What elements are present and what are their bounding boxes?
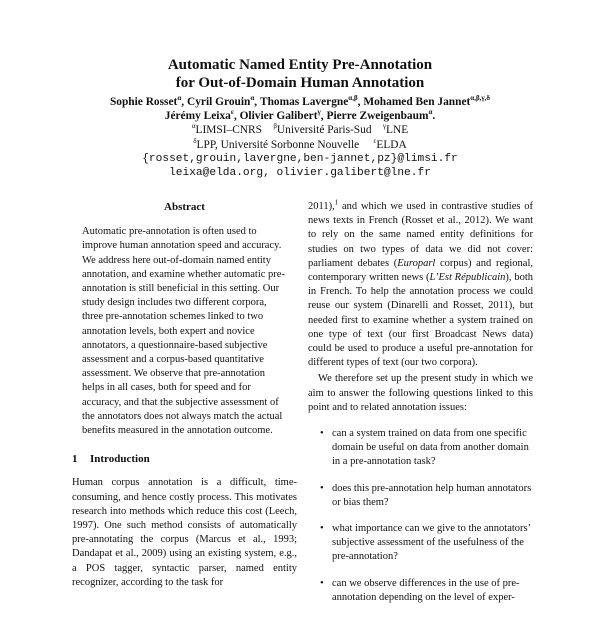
affiliation: Université Paris-Sud bbox=[276, 124, 372, 137]
affiliation: ELDA bbox=[376, 138, 407, 151]
author-name: Pierre Zweigenbaum bbox=[326, 110, 429, 123]
author-block bbox=[0, 95, 600, 180]
author-sup: α bbox=[428, 108, 433, 117]
list-item-text: does this pre-annotation help human annotators or bias them? bbox=[332, 482, 532, 508]
right-paragraph-1 bbox=[308, 200, 533, 370]
affil-sup: δ bbox=[193, 136, 197, 145]
right-column bbox=[308, 200, 533, 617]
question-list bbox=[308, 427, 533, 605]
bullet-icon: • bbox=[320, 428, 324, 440]
affiliation: LNE bbox=[386, 124, 409, 137]
author-name: Cyril Grouin bbox=[186, 96, 251, 108]
bullet-icon: • bbox=[320, 577, 324, 589]
list-item bbox=[308, 427, 533, 470]
list-item-text: can a system trained on data from one specific domain be useful on data from another domain in a pre-annotation task? bbox=[332, 428, 529, 468]
author-sup: α bbox=[177, 94, 182, 103]
list-item bbox=[308, 482, 533, 510]
author-sup: α,β,γ,δ bbox=[470, 94, 491, 103]
author-sup: α bbox=[250, 94, 255, 103]
affiliation-line-2 bbox=[0, 138, 600, 152]
intro-paragraph: Human corpus annotation is a difficult, time-consuming, and hence costly process. This motivates research into methods which reduce this cost (Leech, 1997). One such method consists of automatically pre-annotating the corpus (Marcus et al., 1993; Dandapat et al., 2009) using an existing system, e.g., a POS tagger, syntactic parser, named entity recognizer, according to the task for bbox=[72, 477, 297, 588]
abstract-text: Automatic pre-annotation is often used to improve human annotation speed and accuracy. We address here out-of-domain named entity annotation, and examine whether automatic pre-annotation is still beneficial in this setting. Our study design includes two different corpora, three pre-annotation schemes linked to two annotation levels, both expert and novice annotators, a questionnaire-based subjective assessment and a corpus-based quantitative assessment. We observe that pre-annotation helps in all cases, both for speed and for accuracy, and that the subjective assessment of the annotators does not always match the actual benefits measured in the annotation outcome. bbox=[82, 226, 285, 437]
author-name: Thomas Lavergne bbox=[260, 96, 349, 108]
abstract-heading: Abstract bbox=[164, 201, 205, 213]
section-number: 1 bbox=[72, 453, 78, 466]
author-name: Mohamed Ben Jannet bbox=[363, 96, 471, 108]
text-run: and which we used in contrastive studies of news texts in French (Rosset et al., 2012). We want to rely on the same named entity definitions for studies on two types of data we did not cover: parliament debates ( bbox=[308, 201, 533, 269]
author-name: Olivier Galibert bbox=[239, 110, 318, 123]
paper-title bbox=[0, 56, 600, 92]
section-title: Introduction bbox=[90, 453, 150, 466]
left-column bbox=[72, 200, 297, 590]
italic-term: L’Est Républicain bbox=[429, 272, 506, 284]
text-run: corpus) and regional, contemporary written news ( bbox=[308, 257, 533, 284]
affil-sup: β bbox=[273, 122, 277, 131]
list-item-text: can we observe differences in the use of pre-annotation depending on the level of exper- bbox=[332, 577, 520, 603]
title-line-2: for Out-of-Domain Human Annotation bbox=[175, 75, 425, 91]
affiliation: LPP, Université Sorbonne Nouvelle bbox=[196, 138, 360, 151]
affil-sup: ε bbox=[373, 136, 377, 145]
right-paragraph-2: We therefore set up the present study in which we aim to answer the following questions linked to this point and to related annotation issues: bbox=[308, 373, 533, 413]
title-line-1: Automatic Named Entity Pre-Annotation bbox=[167, 57, 433, 73]
bullet-icon: • bbox=[320, 523, 324, 535]
footnote-marker: 1 bbox=[334, 198, 339, 207]
author-sup: ε bbox=[230, 108, 234, 117]
list-item-text: what importance can we give to the annotators’ subjective assessment of the usefulness of the pre-annotation? bbox=[332, 523, 531, 563]
list-item bbox=[308, 577, 533, 605]
email-line-2: leixa@elda.org, olivier.galibert@lne.fr bbox=[169, 167, 431, 180]
italic-term: Europarl bbox=[397, 257, 436, 269]
author-sup: α,β bbox=[348, 94, 358, 103]
author-name: Jérémy Leixa bbox=[164, 110, 231, 123]
bullet-icon: • bbox=[320, 482, 324, 494]
affil-sup: γ bbox=[382, 122, 387, 131]
author-name: Sophie Rosset bbox=[109, 96, 178, 108]
text-run: ), both in French. To help the annotation process we could reuse our system (Dinarelli and Rosset, 2011), but needed first to examine whether a system trained on one type of text (our first Broadcast News data) could be used to produce a useful pre-annotation for different types of text (our two corpora). bbox=[308, 272, 533, 369]
affiliation: LIMSI–CNRS bbox=[195, 124, 262, 137]
author-line-1: Sophie Rosset$^\alpha$, Cyril Grouin$^\alpha$, Thomas Lavergne$^{\alpha,\beta}$, Mohamed Ben Jannet$^{\alpha,\beta,\gamma,\delta}$ bbox=[109, 94, 491, 108]
author-sup: γ bbox=[317, 108, 321, 117]
email-line-1: {rosset,grouin,lavergne,ben-jannet,pz}@limsi.fr bbox=[142, 152, 458, 165]
affil-sup: α bbox=[191, 122, 196, 131]
list-item bbox=[308, 522, 533, 565]
text-run: 2011), bbox=[308, 201, 335, 212]
section-heading-introduction bbox=[72, 452, 297, 466]
affiliation-line-1 bbox=[0, 123, 600, 137]
author-line-2: Jérémy Leixa$^\varepsilon$, Olivier Galibert$^\gamma$, Pierre Zweigenbaum$^\alpha$. bbox=[164, 108, 436, 123]
